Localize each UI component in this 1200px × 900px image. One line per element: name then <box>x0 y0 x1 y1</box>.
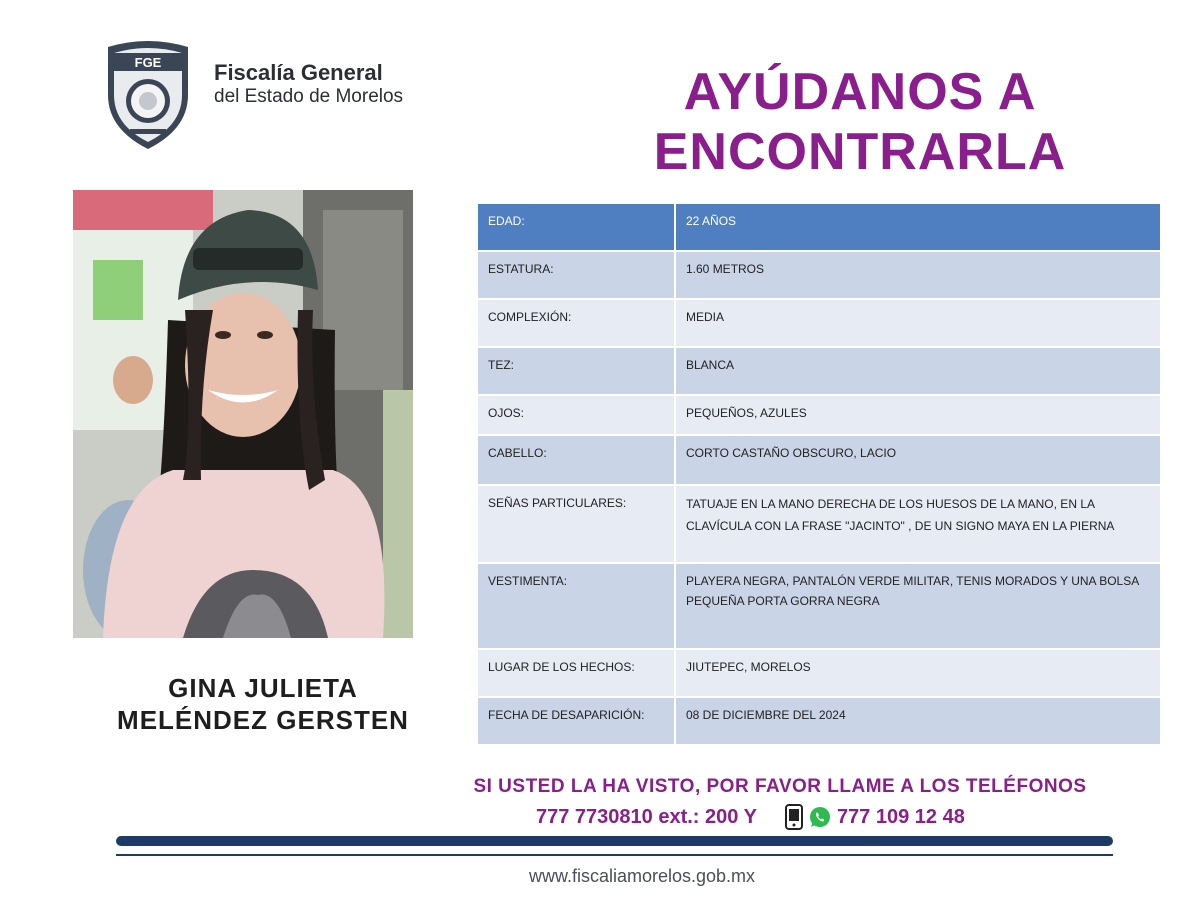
fge-shield-logo <box>100 33 196 151</box>
detail-value: PLAYERA NEGRA, PANTALÓN VERDE MILITAR, TENIS MORADOS Y UNA BOLSA PEQUEÑA PORTA GORRA NEGRA <box>676 564 1160 650</box>
person-details-table <box>478 204 1160 746</box>
detail-value: JIUTEPEC, MORELOS <box>676 650 1160 698</box>
person-last-names: MELÉNDEZ GERSTEN <box>117 705 409 735</box>
detail-row-hair <box>478 436 1160 486</box>
headline <box>600 62 1120 182</box>
detail-value: 1.60 METROS <box>676 252 1160 300</box>
detail-row-date <box>478 698 1160 746</box>
detail-label: LUGAR DE LOS HECHOS: <box>478 650 676 698</box>
organization-name: Fiscalía General <box>214 60 383 85</box>
call-to-action: SI USTED LA HA VISTO, POR FAVOR LLAME A LOS TELÉFONOS <box>473 776 1087 797</box>
detail-row-build <box>478 300 1160 348</box>
detail-value: TATUAJE EN LA MANO DERECHA DE LOS HUESOS DE LA MANO, EN LA CLAVÍCULA CON LA FRASE "JACINTO" , DE UN SIGNO MAYA EN LA PIERNA <box>676 486 1160 564</box>
logo-badge-text: FGE <box>134 55 162 70</box>
missing-person-name <box>73 672 453 736</box>
phone-numbers <box>536 802 965 832</box>
website-link[interactable]: www.fiscaliamorelos.gob.mx <box>528 866 756 886</box>
whatsapp-icon <box>809 806 831 828</box>
phone-main[interactable]: 777 7730810 ext.: 200 Y <box>536 805 757 828</box>
missing-person-photo <box>73 190 413 638</box>
detail-row-height <box>478 252 1160 300</box>
footer-divider <box>116 854 1113 856</box>
detail-row-marks <box>478 486 1160 564</box>
mobile-phone-icon <box>785 804 803 830</box>
detail-value: PEQUEÑOS, AZULES <box>676 396 1160 436</box>
detail-value: 22 AÑOS <box>676 204 1160 252</box>
detail-value: 08 DE DICIEMBRE DEL 2024 <box>676 698 1160 746</box>
detail-label: SEÑAS PARTICULARES: <box>478 486 676 564</box>
headline-line-2: ENCONTRARLA <box>653 123 1067 181</box>
detail-row-age <box>478 204 1160 252</box>
detail-row-eyes <box>478 396 1160 436</box>
detail-label: TEZ: <box>478 348 676 396</box>
detail-label: VESTIMENTA: <box>478 564 676 650</box>
detail-label: COMPLEXIÓN: <box>478 300 676 348</box>
detail-value: BLANCA <box>676 348 1160 396</box>
phone-whatsapp[interactable]: 777 109 12 48 <box>836 805 965 828</box>
detail-label: CABELLO: <box>478 436 676 486</box>
detail-label: ESTATURA: <box>478 252 676 300</box>
footer-bar <box>116 836 1113 846</box>
detail-value: MEDIA <box>676 300 1160 348</box>
person-first-names: GINA JULIETA <box>168 673 358 703</box>
detail-row-place <box>478 650 1160 698</box>
detail-row-clothing <box>478 564 1160 650</box>
headline-line-1: AYÚDANOS A <box>683 63 1037 121</box>
detail-row-complexion <box>478 348 1160 396</box>
detail-label: FECHA DE DESAPARICIÓN: <box>478 698 676 746</box>
detail-value: CORTO CASTAÑO OBSCURO, LACIO <box>676 436 1160 486</box>
detail-label: OJOS: <box>478 396 676 436</box>
detail-label: EDAD: <box>478 204 676 252</box>
organization-subtitle: del Estado de Morelos <box>214 86 404 107</box>
